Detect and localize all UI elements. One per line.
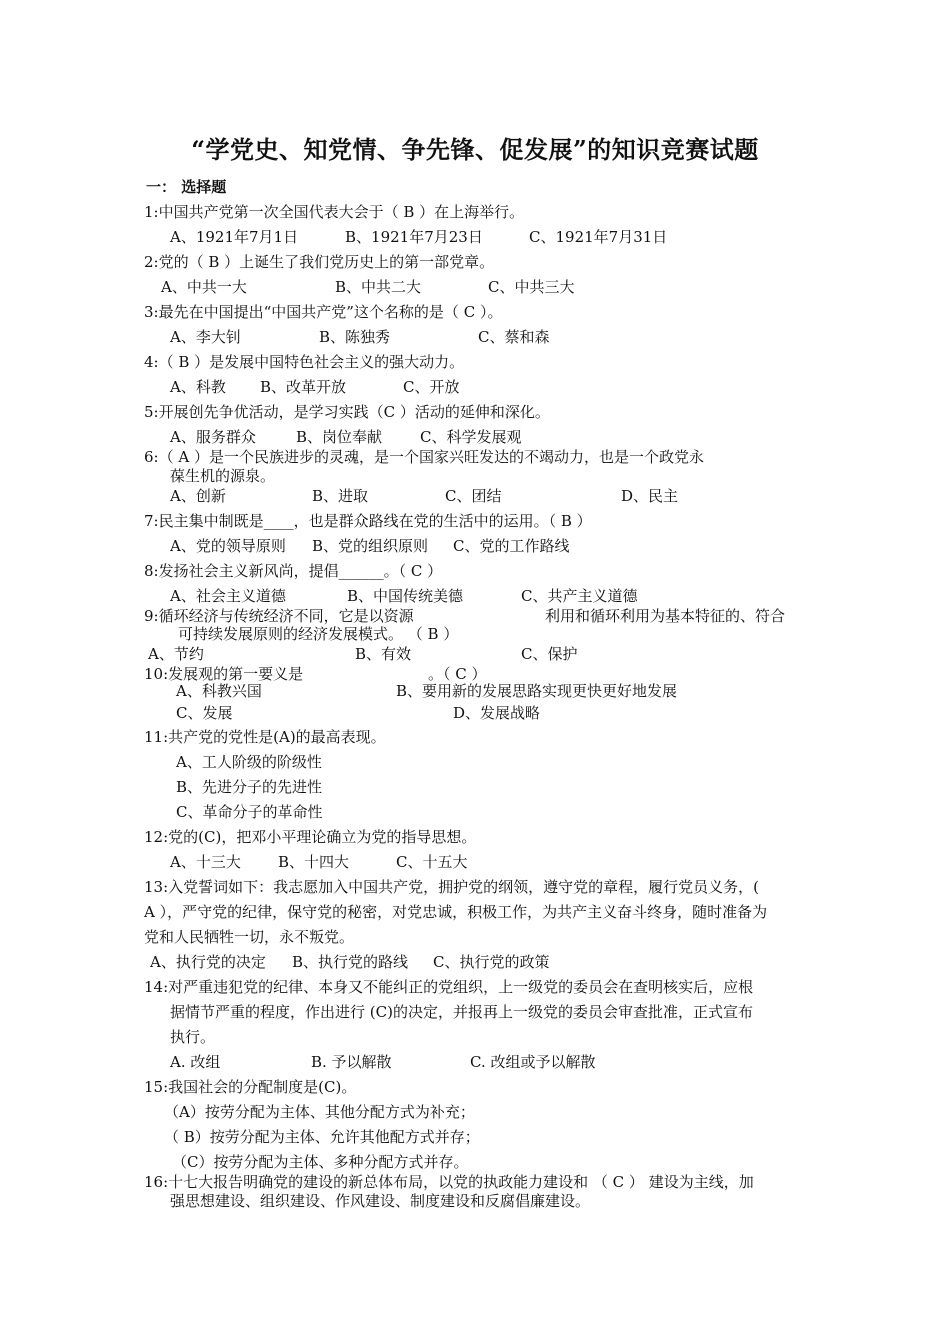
question-13-line-1: 13:入党誓词如下：我志愿加入中国共产党，拥护党的纲领，遵守党的章程，履行党员义务，( (144, 878, 759, 896)
q3-option-a: A、李大钊 (170, 328, 241, 346)
q9-option-a: A、节约 (148, 645, 204, 663)
question-13-line-3: 党和人民牺牲一切，永不叛党。 (144, 928, 355, 946)
q7-option-b: B、党的组织原则 (312, 537, 429, 555)
q8-option-c: C、共产主义道德 (521, 587, 638, 605)
question-12: 12:党的(C)，把邓小平理论确立为党的指导思想。 (144, 828, 477, 846)
question-8: 8:发扬社会主义新风尚，提倡______。（ C ） (144, 562, 443, 580)
q12-option-a: A、十三大 (170, 853, 241, 871)
q10-option-c: C、发展 (176, 704, 233, 722)
q15-option-a: （A）按劳分配为主体、其他分配方式为补充； (164, 1103, 475, 1121)
q1-option-b: B、1921年7月23日 (345, 228, 483, 246)
q1-option-a: A、1921年7月1日 (170, 228, 299, 246)
q15-option-b: （ B）按劳分配为主体、允许其他配方式并存； (164, 1128, 480, 1146)
q9-option-c: C、保护 (521, 645, 578, 663)
question-15: 15:我国社会的分配制度是(C)。 (144, 1078, 357, 1096)
question-5: 5:开展创先争优活动，是学习实践（C ）活动的延伸和深化。 (144, 403, 550, 421)
q12-option-c: C、十五大 (396, 853, 468, 871)
question-9-line-2: 可持续发展原则的经济发展模式。 （ B ） (178, 625, 459, 643)
q3-option-b: B、陈独秀 (319, 328, 391, 346)
question-1: 1:中国共产党第一次全国代表大会于（ B ）在上海举行。 (144, 203, 525, 221)
q9-option-b: B、有效 (355, 645, 412, 663)
q7-option-c: C、党的工作路线 (453, 537, 570, 555)
q5-option-c: C、科学发展观 (420, 428, 522, 446)
question-4: 4:（ B ）是发展中国特色社会主义的强大动力。 (144, 353, 465, 371)
question-9-line-1b: 利用和循环利用为基本特征的、符合 (545, 607, 786, 625)
q6-option-d: D、民主 (621, 487, 679, 505)
q4-option-c: C、开放 (403, 378, 460, 396)
q13-option-c: C、执行党的政策 (433, 953, 550, 971)
q6-option-b: B、进取 (312, 487, 369, 505)
q12-option-b: B、十四大 (278, 853, 350, 871)
question-10: 10:发展观的第一要义是 (144, 665, 304, 683)
q2-option-c: C、中共三大 (488, 278, 575, 296)
question-6-line-1: 6:（ A ）是一个民族进步的灵魂，是一个国家兴旺发达的不竭动力，也是一个政党永 (144, 448, 704, 466)
q2-option-a: A、中共一大 (161, 278, 247, 296)
section-heading: 一： 选择题 (146, 178, 227, 196)
q13-option-a: A、执行党的决定 (150, 953, 266, 971)
question-14-line-2: 据情节严重的程度，作出进行 (C)的决定，并报再上一级党的委员会审查批准，正式宣布 (170, 1003, 753, 1021)
q6-option-a: A、创新 (170, 487, 226, 505)
question-14-line-3: 执行。 (170, 1028, 216, 1046)
q5-option-a: A、服务群众 (170, 428, 256, 446)
question-14-line-1: 14:对严重违犯党的纪律、本身又不能纠正的党组织，上一级党的委员会在查明核实后，应根 (144, 978, 754, 996)
question-16-line-2: 强思想建设、组织建设、作风建设、制度建设和反腐倡廉建设。 (170, 1192, 591, 1210)
question-13-line-2: A ），严守党的纪律，保守党的秘密，对党忠诚，积极工作，为共产主义奋斗终身，随时准备为 (144, 903, 768, 921)
q11-option-c: C、革命分子的革命性 (176, 803, 323, 821)
q4-option-b: B、改革开放 (260, 378, 347, 396)
q2-option-b: B、中共二大 (335, 278, 422, 296)
q14-option-c: C. 改组或予以解散 (470, 1053, 596, 1071)
q5-option-b: B、岗位奉献 (296, 428, 383, 446)
question-16-line-1: 16:十七大报告明确党的建设的新总体布局，以党的执政能力建设和 （ C ） 建设为主线，加 (144, 1173, 754, 1191)
question-7: 7:民主集中制既是____，也是群众路线在党的生活中的运用。（ B ） (144, 512, 592, 530)
question-2: 2:党的（ B ）上诞生了我们党历史上的第一部党章。 (144, 253, 495, 271)
question-10-answer: 。（ C ） (428, 665, 487, 683)
q11-option-a: A、工人阶级的阶级性 (176, 753, 322, 771)
document-title: “学党史、知党情、争先锋、促发展”的知识竞赛试题 (191, 135, 759, 164)
q3-option-c: C、蔡和森 (478, 328, 550, 346)
q8-option-a: A、社会主义道德 (170, 587, 286, 605)
q11-option-b: B、先进分子的先进性 (176, 778, 323, 796)
q13-option-b: B、执行党的路线 (292, 953, 409, 971)
q10-option-d: D、发展战略 (453, 704, 541, 722)
q14-option-a: A. 改组 (170, 1053, 221, 1071)
q15-option-c: （C）按劳分配为主体、多种分配方式并存。 (172, 1153, 469, 1171)
q8-option-b: B、中国传统美德 (347, 587, 464, 605)
question-6-line-2: 葆生机的源泉。 (170, 467, 276, 485)
q10-option-a: A、科教兴国 (176, 682, 262, 700)
question-9-line-1a: 9:循环经济与传统经济不同，它是以资源 (144, 607, 414, 625)
q6-option-c: C、团结 (445, 487, 502, 505)
question-3: 3:最先在中国提出“中国共产党”这个名称的是（ C ）。 (144, 303, 503, 321)
q4-option-a: A、科教 (170, 378, 226, 396)
q1-option-c: C、1921年7月31日 (529, 228, 668, 246)
q7-option-a: A、党的领导原则 (170, 537, 286, 555)
q10-option-b: B、要用新的发展思路实现更快更好地发展 (396, 682, 678, 700)
question-11: 11:共产党的党性是(A)的最高表现。 (144, 728, 386, 746)
q14-option-b: B. 予以解散 (311, 1053, 392, 1071)
